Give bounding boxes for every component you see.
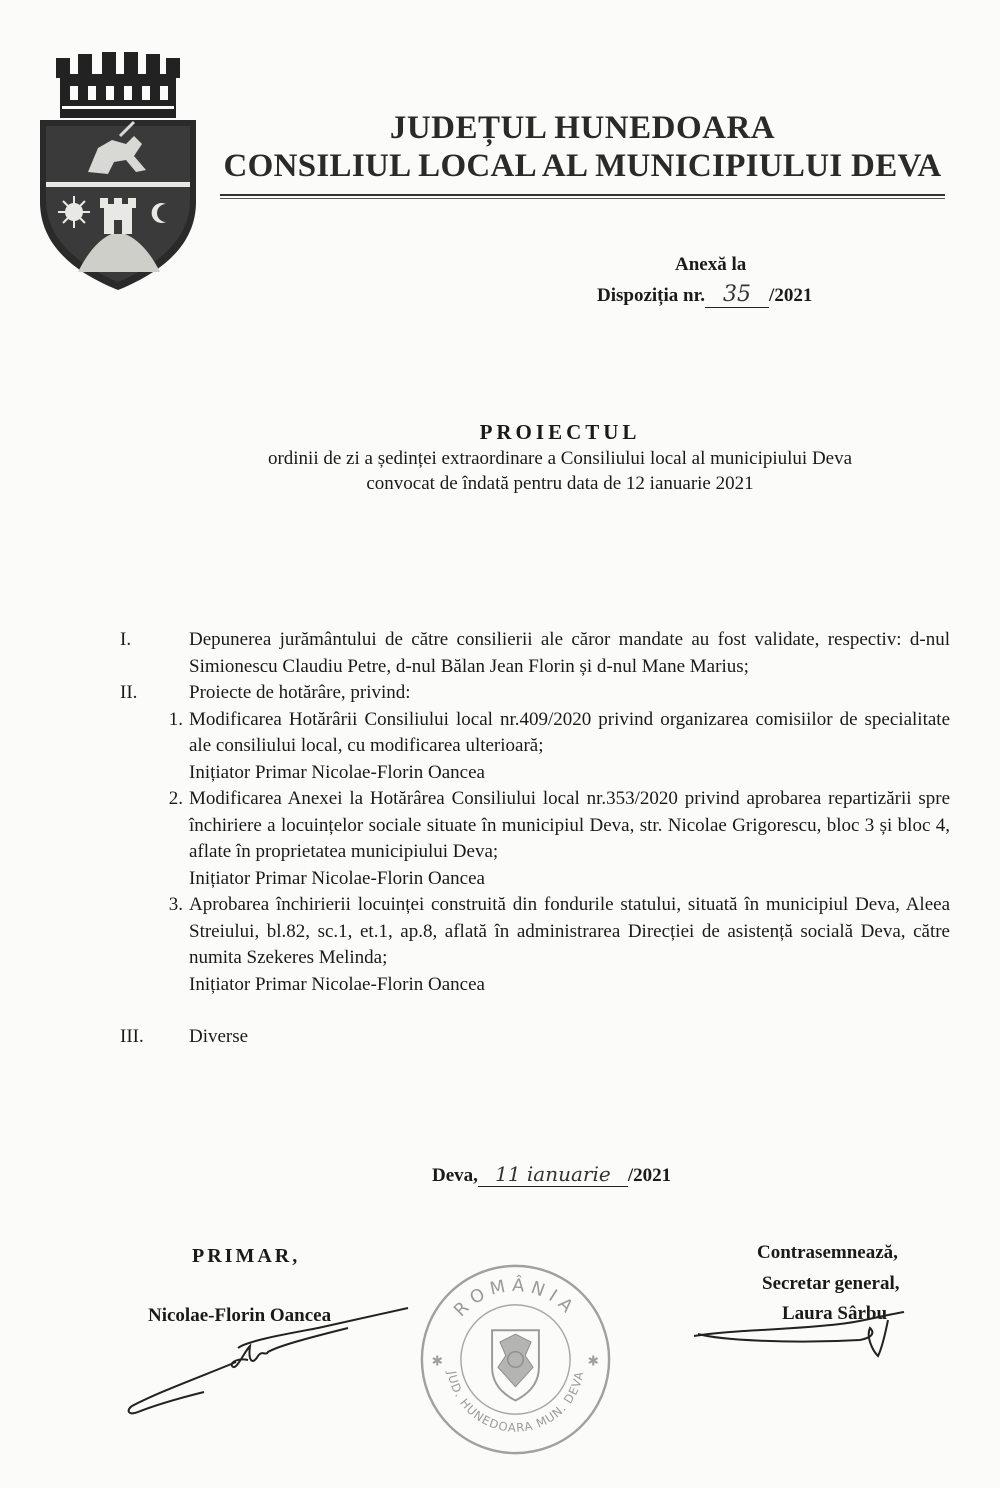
agenda-list [120,627,950,1051]
svg-text:✱: ✱ [431,1353,444,1370]
agenda-subitem-2 [120,786,950,892]
disposition-year: /2021 [769,285,813,306]
disposition-number: 35 [705,282,769,308]
header-rule-thin [220,198,945,199]
annex-label: Anexă la [675,254,747,275]
stamp-bottom-text: JUD. HUNEDOARA MUN. DEVA [444,1369,587,1435]
agenda-item-i [120,627,950,680]
stamp-top-text: ROMÂNIA [450,1275,581,1321]
date-line [432,1162,671,1187]
secretary-title: Secretar general, [762,1273,900,1294]
mayor-name: Nicolae-Florin Oancea [148,1305,332,1326]
document-title: PROIECTUL [479,420,641,444]
date-handwritten: 11 ianuarie [478,1162,628,1187]
disposition-prefix: Dispoziția nr. [597,285,706,306]
mayor-signature-icon [118,1300,418,1420]
subitem-text: Modificarea Hotărârii Consiliului local nr.409/2020 privind organizarea comisiilor de specialitate ale consiliului local, cu modificarea ulterioară; [189,708,950,756]
secretary-name: Laura Sârbu [782,1303,888,1324]
date-city: Deva, [432,1165,478,1186]
agenda-item-text: Proiecte de hotărâre, privind: [189,682,411,703]
header-county: JUDEȚUL HUNEDOARA [389,110,776,146]
agenda-item-number: III. [120,1026,144,1047]
mayor-title: PRIMAR, [192,1245,301,1267]
secretary-signature-icon [690,1300,920,1370]
coat-of-arms-icon [38,52,198,292]
agenda-item-number: I. [120,629,132,650]
document-subtitle-line1: ordinii de zi a ședinței extraordinare a Consiliului local al municipiului Deva [267,448,853,469]
subitem-initiator: Inițiator Primar Nicolae-Florin Oancea [189,761,485,783]
date-year: /2021 [627,1165,672,1186]
subitem-number: 3. [168,894,183,915]
official-seal-icon [418,1262,613,1457]
disposition-line [597,282,812,308]
subitem-number: 1. [168,708,183,730]
agenda-subitem-1 [120,707,950,787]
agenda-item-iii [120,1024,950,1051]
header-rule [220,194,945,196]
document-subtitle-line2: convocat de îndată pentru data de 12 ianuarie 2021 [366,473,754,494]
spacer [120,998,950,1024]
subitem-number: 2. [168,788,183,809]
countersign-title: Contrasemnează, [757,1242,898,1263]
agenda-item-text: Diverse [189,1026,249,1047]
agenda-subitem-3 [120,892,950,998]
svg-text:ROMÂNIA [450,1274,580,1321]
header-council: CONSILIUL LOCAL AL MUNICIPIULUI DEVA [223,148,942,184]
agenda-item-ii [120,680,950,707]
subitem-text: Aprobarea închirierii locuinței construită din fondurile statului, situată în municipiul Deva, Aleea Streiului, bl.82, sc.1, et.1, ap.8, aflată în administrarea Direcției de asistență socială Deva, către numita Szekeres Melinda; [189,894,950,968]
subitem-text: Modificarea Anexei la Hotărârea Consiliului local nr.353/2020 privind aprobarea repartizării spre închiriere a locuințelor sociale situate în municipiul Deva, str. Nicolae Grigorescu, bloc 3 și bloc 4, aflate în proprietatea municipiului Deva; [189,788,950,862]
svg-text:✱: ✱ [587,1353,600,1370]
subitem-initiator: Inițiator Primar Nicolae-Florin Oancea [189,867,485,889]
agenda-item-text: Depunerea jurământului de către consilierii ale căror mandate au fost validate, respectiv: d-nul Simionescu Claudiu Petre, d-nul Bălan Jean Florin și d-nul Mane Marius; [189,629,950,677]
agenda-item-number: II. [120,682,138,703]
subitem-initiator: Inițiator Primar Nicolae-Florin Oancea [189,973,485,995]
